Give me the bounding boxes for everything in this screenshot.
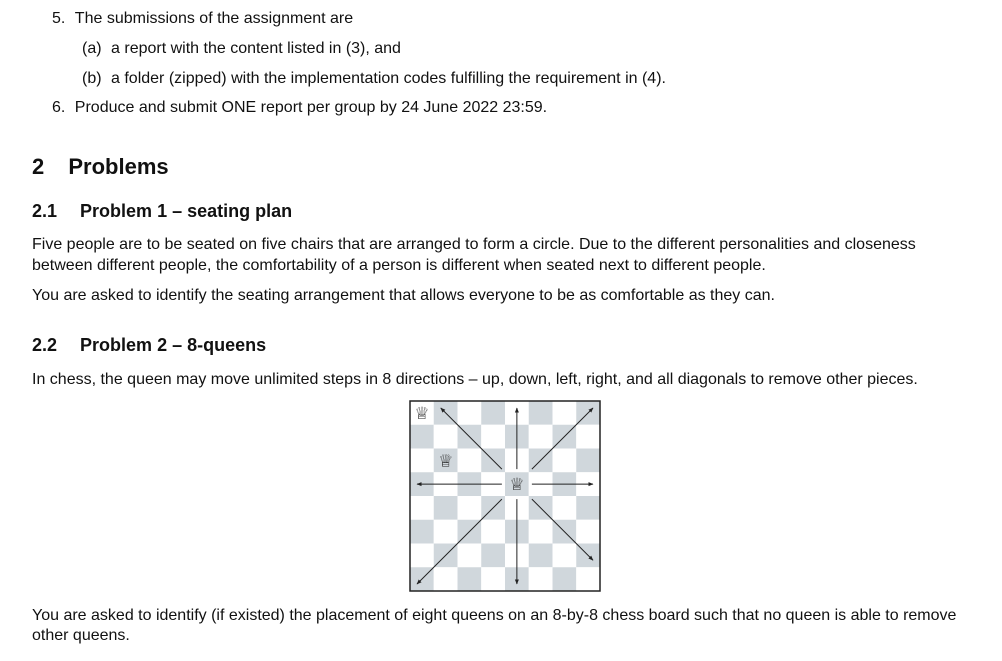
list-text: The submissions of the assignment are	[74, 10, 354, 27]
board-square	[434, 425, 458, 449]
list-number: (b)	[82, 70, 102, 87]
list-number: (a)	[82, 40, 102, 57]
board-square	[410, 544, 434, 568]
paragraph-seating-line2: between different people, the comfortability of a person is different when seated next to different people.	[32, 257, 766, 274]
board-square	[481, 544, 505, 568]
list-item-6	[52, 98, 547, 118]
board-square	[529, 425, 553, 449]
board-square	[481, 520, 505, 544]
board-square	[529, 567, 553, 591]
list-number: 5.	[52, 10, 66, 27]
list-number: 6.	[52, 99, 66, 116]
subsection-heading-1	[32, 200, 292, 222]
subsection-number: 2.2	[32, 335, 58, 355]
board-square	[553, 496, 577, 520]
queen-icon: ♕	[438, 451, 454, 472]
board-square	[458, 567, 482, 591]
queen-icon: ♕	[509, 475, 525, 496]
board-square	[481, 401, 505, 425]
board-square	[434, 520, 458, 544]
board-square	[458, 496, 482, 520]
board-square	[458, 544, 482, 568]
chessboard-figure	[409, 400, 601, 592]
board-square	[576, 449, 600, 473]
subsection-title: Problem 2 – 8-queens	[80, 335, 267, 355]
list-item-5b	[82, 69, 666, 89]
paragraph-seating-task: You are asked to identify the seating arrangement that allows everyone to be as comfortable as they can.	[32, 287, 775, 304]
section-title: Problems	[68, 154, 169, 179]
board-square	[410, 496, 434, 520]
board-square	[576, 496, 600, 520]
board-square	[458, 449, 482, 473]
chessboard	[409, 400, 601, 592]
section-number: 2	[32, 154, 45, 179]
subsection-title: Problem 1 – seating plan	[80, 201, 293, 221]
board-square	[553, 449, 577, 473]
paragraph-8queens-task-line1: You are asked to identify (if existed) the placement of eight queens on an 8-by-8 chess board such that no queen is able to remove	[32, 607, 957, 624]
section-heading	[32, 154, 169, 180]
board-square	[481, 425, 505, 449]
board-square	[458, 401, 482, 425]
board-square	[553, 401, 577, 425]
board-square	[529, 544, 553, 568]
list-text: a folder (zipped) with the implementation codes fulfilling the requirement in (4).	[111, 70, 666, 87]
paragraph-seating-line1: Five people are to be seated on five chairs that are arranged to form a circle. Due to the different personalities and closeness	[32, 236, 916, 253]
list-text: Produce and submit ONE report per group by 24 June 2022 23:59.	[74, 99, 548, 116]
board-square	[410, 425, 434, 449]
list-item-5	[52, 9, 353, 29]
board-square	[410, 449, 434, 473]
board-square	[529, 401, 553, 425]
list-text: a report with the content listed in (3), and	[111, 40, 401, 57]
board-square	[529, 520, 553, 544]
board-square	[576, 425, 600, 449]
board-square	[576, 520, 600, 544]
list-item-5a	[82, 39, 401, 59]
board-square	[434, 496, 458, 520]
paragraph-8queens-task-line2: other queens.	[32, 627, 130, 644]
board-square	[434, 567, 458, 591]
board-square	[576, 567, 600, 591]
paragraph-queen-moves: In chess, the queen may move unlimited steps in 8 directions – up, down, left, right, and all diagonals to remove other pieces.	[32, 371, 918, 388]
board-square	[410, 520, 434, 544]
subsection-heading-2	[32, 334, 266, 356]
board-square	[553, 544, 577, 568]
board-square	[481, 567, 505, 591]
queen-icon: ♕	[414, 403, 430, 424]
board-square	[553, 567, 577, 591]
subsection-number: 2.1	[32, 201, 58, 221]
